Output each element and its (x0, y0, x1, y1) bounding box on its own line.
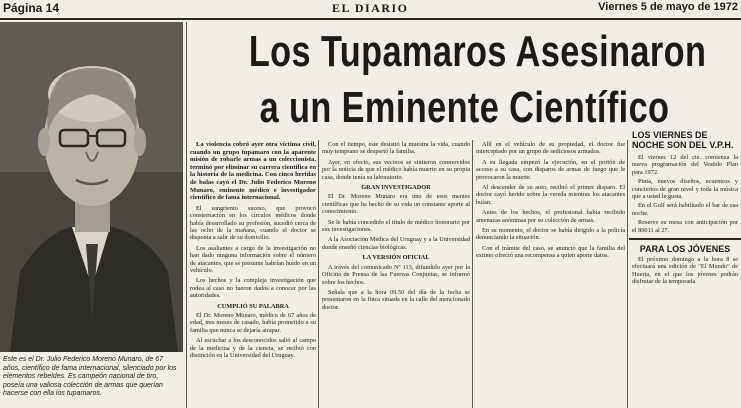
sidebar (629, 130, 741, 408)
sidebar-text-2 (629, 256, 741, 286)
paragraph: Con el trámite del caso, se anunció que la familia del extinto ofreció una recompensa a quien aporte datos. (476, 244, 625, 260)
column-divider (318, 140, 319, 408)
sidebar-text-1 (629, 154, 741, 234)
headline-line-2: a un Eminente Científico (259, 83, 670, 132)
newspaper-name: EL DIARIO (332, 1, 409, 15)
column-divider (186, 22, 187, 408)
paragraph: Al descender de su auto, recibió el primer disparo. El doctor cayó herido sobre la vereda mientras los atacantes huían. (476, 184, 625, 206)
paragraph: El Dr. Moreno Munaro, médico de 67 años de edad, tres meses de casado, había prometido a su familia que nunca se dejaría atrapar. (190, 312, 316, 334)
paragraph: Se le había concedido el título de médico honorario por sus investigaciones. (322, 218, 470, 234)
paragraph: El sangriento suceso, que provocó consternación en los círculos médicos donde había desarrollado su profesión, sucedió cerca de las ocho de la mañana, cuando el doctor se disponía a salir de su domicilio. (190, 204, 316, 242)
paragraph: El viernes 12 del cte. comienza la nueva programación del Vestido Plan para 1972. (632, 154, 738, 176)
paragraph: Los hechos y la compleja investigación que rodea al caso no fueron dados a conocer por las autoridades. (190, 277, 316, 300)
article-column-3 (476, 141, 625, 408)
portrait-photo (0, 22, 183, 352)
article-lead: La violencia cobró ayer otra víctima civil, cuando un grupo tupamaro con la aparente misión de robarle armas a un coleccionista, terminó por eliminar su carrera científica en la historia de la medicina. Con cinco heridas de balas cayó el Dr. Julio Federico Moreno Munaro, eminente médico e investigador científico de fama internacional. (190, 141, 316, 202)
paragraph: Ayer, en efecto, sus vecinos se sintieron conmovidos por la noticia de que el médico había muerto en su propia casa, donde tenía su laboratorio. (322, 158, 470, 181)
sidebar-title-2: PARA LOS JÓVENES (639, 244, 731, 255)
sidebar-rule (629, 238, 741, 240)
subheading: CUMPLIÓ SU PALABRA (217, 302, 289, 310)
paragraph: Señala que a la hora 09.50 del día de la fecha se presentaron en la finca situada en la calle del mencionado doctor. (322, 288, 470, 311)
article-column-2 (322, 141, 470, 408)
paragraph: El próximo domingo a la hora 8 se efectuará una edición de "El Mundo" de Huerta, en el que los jóvenes podrán disfrutar de la temporada. (632, 256, 738, 286)
paragraph: En el Golf será habilitado el bar de esa noche. (632, 202, 738, 217)
paragraph: A la Asociación Médica del Uruguay y a la Universidad donde enseñó ciencias biológicas. (322, 236, 470, 251)
headline (188, 22, 741, 140)
sidebar-title-1: LOS VIERNES DE NOCHE SON DEL V.P.H. (632, 130, 734, 150)
paragraph: Con el tiempo, este desistió la muestra la vida, cuando muy temprano se despertó la familia. (322, 141, 470, 156)
page-number: Página 14 (3, 1, 60, 15)
paragraph: Al escuchar a los desconocidos salió al campo de la medicina y de la ciencia, se recibió con distinción en la Universidad del Uruguay. (190, 337, 316, 360)
photo-caption: Este es el Dr. Julio Federico Moreno Munaro, de 67 años, científico de fama internacional, silenciado por los elementos rebeldes. Es campeón nacional de tiro, poseía una valiosa colección de armas que querían hacerse con ella los tupamaros. (3, 356, 177, 398)
paragraph: A su llegada empezó la ejecución, en el portón de acceso a su casa, con disparos de armas de fuego que le provocaron la muerte. (476, 158, 625, 181)
portrait-illustration (0, 22, 183, 352)
article-column-1 (190, 141, 316, 408)
paragraph: Allí en el vehículo de su propiedad, el doctor fue interceptado por un grupo de sediciosos armados. (476, 141, 625, 156)
issue-date: Viernes 5 de mayo de 1972 (598, 1, 738, 13)
paragraph: Reserve su mesa con anticipación por el 89011 al 27. (632, 219, 738, 234)
column-divider (472, 140, 473, 408)
paragraph: Los asaltantes a cargo de la investigación no han dado ninguna información sobre el número de atacantes, que se presume habrían huido en un vehículo. (190, 244, 316, 274)
paragraph: El Dr. Moreno Munaro era uno de esos mentes científicas que ha hecho de su vida un constante aporte al conocimiento. (322, 193, 470, 216)
header-rule (0, 18, 741, 20)
subheading: LA VERSIÓN OFICIAL (362, 254, 430, 262)
headline-line-1: Los Tupamaros Asesinaron (248, 27, 707, 76)
paragraph: Antes de los hechos, el profesional había recibido amenazas anónimas por su colección de armas. (476, 209, 625, 224)
paragraph: En su momento, el doctor se había dirigido a la policía denunciando la situación. (476, 227, 625, 242)
page-header (0, 0, 741, 17)
paragraph: A través del comunicado Nº 113, difundido ayer por la Oficina de Prensa de las Fuerzas Conjuntas, se informó sobre los hechos. (322, 263, 470, 286)
paragraph: Pinta, nuevos diseños, ecuentros y conciertos de gran nivel y toda la música que a usted le gusta. (632, 178, 738, 201)
column-divider (627, 140, 628, 408)
subheading: GRAN INVESTIGADOR (361, 184, 431, 192)
